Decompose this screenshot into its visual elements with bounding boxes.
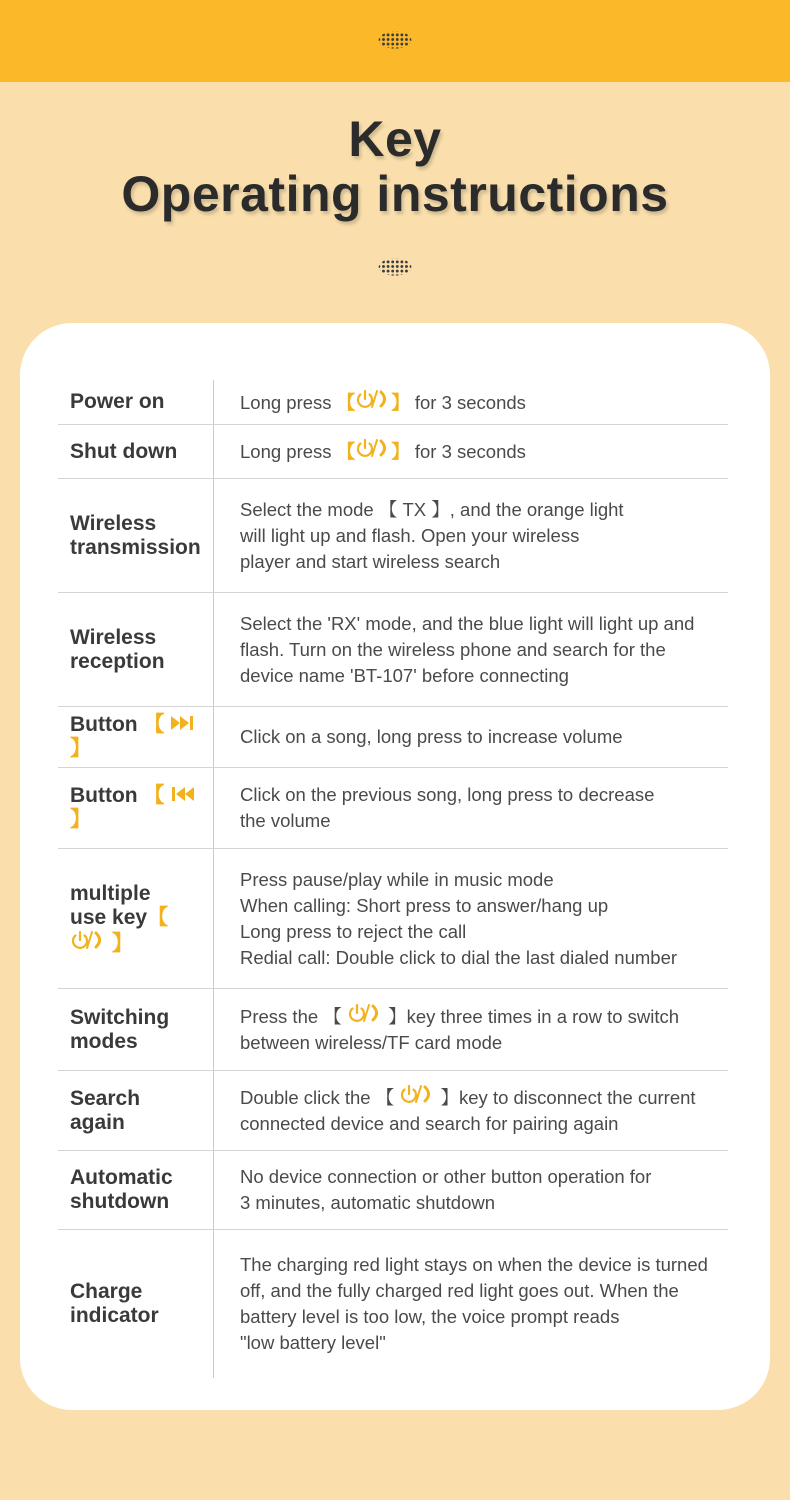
label-text: Search bbox=[70, 1086, 141, 1110]
row-description bbox=[214, 497, 728, 575]
text-segment: player and start wireless search bbox=[240, 550, 501, 572]
text-segment: for 3 seconds bbox=[409, 441, 526, 462]
row-description bbox=[214, 724, 728, 750]
label-text: reception bbox=[70, 649, 165, 673]
label-text: again bbox=[70, 1110, 125, 1134]
row-label bbox=[58, 707, 214, 767]
label-line bbox=[70, 1087, 140, 1111]
label-text: Charge bbox=[70, 1280, 143, 1303]
text-segment: will light up and flash. Open your wireless bbox=[240, 524, 580, 546]
text-segment: 3 minutes, automatic shutdown bbox=[240, 1192, 496, 1213]
row-description bbox=[214, 1003, 728, 1056]
row-label bbox=[58, 1151, 214, 1229]
description-line bbox=[240, 497, 728, 523]
label-text: 】 bbox=[106, 931, 133, 955]
row-description bbox=[214, 1084, 728, 1137]
instructions-card bbox=[20, 323, 770, 1410]
text-segment: battery level is too low, the voice prompt reads bbox=[240, 1306, 620, 1327]
text-segment: Double click the 【 bbox=[240, 1087, 400, 1108]
row-label bbox=[58, 849, 214, 988]
text-segment: When calling: Short press to answer/hang up bbox=[240, 894, 609, 916]
description-line bbox=[240, 1003, 728, 1030]
power-call-icon bbox=[355, 389, 391, 409]
description-line bbox=[240, 1330, 728, 1356]
bracket: 【 bbox=[336, 441, 356, 462]
text-segment: Select the mode 【 TX 】, and the orange light bbox=[240, 498, 624, 520]
text-segment: Press pause/play while in music mode bbox=[240, 868, 554, 890]
label-line bbox=[70, 1190, 173, 1214]
text-segment: Long press bbox=[240, 441, 337, 462]
description-line bbox=[240, 1164, 728, 1190]
text-segment: The charging red light stays on when the device is turned bbox=[240, 1254, 708, 1275]
label-text: indicator bbox=[70, 1304, 159, 1327]
description-line bbox=[240, 1190, 728, 1216]
row-description bbox=[214, 1164, 728, 1216]
description-line bbox=[240, 782, 728, 808]
text-segment: 】key to disconnect the current bbox=[435, 1087, 696, 1108]
text-segment: the volume bbox=[240, 810, 331, 831]
row-label bbox=[58, 593, 214, 706]
label-text: Button 【 bbox=[70, 713, 171, 736]
label-line bbox=[70, 650, 165, 674]
description-line bbox=[240, 523, 728, 549]
power-call-icon bbox=[399, 1084, 435, 1104]
label-text: 【 bbox=[147, 905, 169, 929]
power-call-icon bbox=[70, 930, 106, 950]
bracket: 【 bbox=[336, 391, 356, 413]
description-line bbox=[240, 1030, 728, 1056]
description-line bbox=[240, 549, 728, 575]
description-line bbox=[240, 611, 728, 637]
label-line bbox=[70, 512, 201, 536]
dot-pattern-icon bbox=[372, 255, 418, 279]
row-shut-down bbox=[58, 425, 728, 479]
text-segment: Press the 【 bbox=[240, 1006, 347, 1027]
description-line bbox=[240, 438, 728, 465]
row-description bbox=[214, 389, 728, 416]
row-power-on bbox=[58, 380, 728, 425]
dot-pattern-icon bbox=[372, 28, 418, 52]
page-title-line2: Operating instructions bbox=[121, 166, 669, 222]
row-multiple-use-key bbox=[58, 849, 728, 989]
row-label bbox=[58, 989, 214, 1070]
power-call-icon bbox=[355, 438, 391, 458]
label-line bbox=[70, 440, 177, 464]
label-line bbox=[70, 1006, 169, 1030]
label-line bbox=[70, 1111, 140, 1135]
row-label bbox=[58, 380, 214, 424]
bracket: 】 bbox=[391, 441, 410, 462]
text-segment: device name 'BT-107' before connecting bbox=[240, 664, 569, 686]
label-text: Power on bbox=[70, 390, 165, 413]
label-text: 】 bbox=[70, 737, 91, 760]
label-text: Button 【 bbox=[70, 784, 171, 807]
row-charge-indicator bbox=[58, 1230, 728, 1378]
row-description bbox=[214, 438, 728, 465]
label-line bbox=[70, 906, 209, 956]
row-description bbox=[214, 867, 728, 971]
text-segment: 】key three times in a row to switch bbox=[382, 1006, 680, 1027]
row-description bbox=[214, 611, 728, 689]
description-line bbox=[240, 637, 728, 663]
label-line bbox=[70, 1280, 159, 1304]
text-segment: "low battery level" bbox=[240, 1332, 386, 1353]
label-text: Automatic bbox=[70, 1166, 173, 1189]
description-line bbox=[240, 1278, 728, 1304]
label-line bbox=[70, 713, 209, 761]
text-segment: Redial call: Double click to dial the last dialed number bbox=[240, 946, 678, 968]
description-line bbox=[240, 867, 728, 893]
label-line bbox=[70, 784, 209, 832]
row-label bbox=[58, 768, 214, 848]
description-line bbox=[240, 808, 728, 834]
description-line bbox=[240, 1111, 728, 1137]
label-text: Wireless bbox=[70, 511, 157, 535]
row-label bbox=[58, 1230, 214, 1378]
text-segment: connected device and search for pairing again bbox=[240, 1113, 619, 1134]
text-segment: for 3 seconds bbox=[409, 391, 526, 413]
label-text: Wireless bbox=[70, 625, 157, 649]
description-line bbox=[240, 389, 728, 416]
row-button-prev bbox=[58, 768, 728, 849]
row-description bbox=[214, 782, 728, 834]
label-line bbox=[70, 536, 201, 560]
text-segment: Click on a song, long press to increase volume bbox=[240, 726, 623, 747]
text-segment: Long press bbox=[240, 391, 337, 413]
row-wireless-transmission bbox=[58, 479, 728, 593]
description-line bbox=[240, 663, 728, 689]
description-line bbox=[240, 1304, 728, 1330]
prev-icon bbox=[170, 786, 196, 802]
page-title-line1: Key bbox=[348, 111, 442, 167]
row-switching-modes bbox=[58, 989, 728, 1071]
label-line bbox=[70, 1304, 159, 1328]
text-segment: No device connection or other button operation for bbox=[240, 1166, 652, 1187]
label-text: Switching bbox=[70, 1005, 170, 1029]
power-call-icon bbox=[347, 1003, 383, 1023]
label-text: modes bbox=[70, 1029, 138, 1053]
label-line bbox=[70, 1030, 169, 1054]
row-label bbox=[58, 425, 214, 478]
row-label bbox=[58, 1071, 214, 1150]
description-line bbox=[240, 724, 728, 750]
next-icon bbox=[170, 715, 196, 731]
text-segment: flash. Turn on the wireless phone and search for the bbox=[240, 638, 666, 660]
label-line bbox=[70, 390, 165, 414]
bracket: 】 bbox=[391, 391, 410, 413]
description-line bbox=[240, 945, 728, 971]
label-text: multiple bbox=[70, 881, 151, 905]
label-line bbox=[70, 626, 165, 650]
instructions-table bbox=[58, 380, 728, 1378]
label-text: shutdown bbox=[70, 1190, 170, 1213]
description-line bbox=[240, 1252, 728, 1278]
row-wireless-reception bbox=[58, 593, 728, 707]
label-line bbox=[70, 882, 209, 906]
label-text: 】 bbox=[70, 808, 91, 831]
row-automatic-shutdown bbox=[58, 1151, 728, 1230]
row-button-next bbox=[58, 707, 728, 768]
description-line bbox=[240, 1084, 728, 1111]
text-segment: off, and the fully charged red light goes out. When the bbox=[240, 1280, 679, 1301]
label-text: Shut down bbox=[70, 439, 178, 463]
row-description bbox=[214, 1252, 728, 1356]
row-search-again bbox=[58, 1071, 728, 1151]
description-line bbox=[240, 893, 728, 919]
text-segment: Click on the previous song, long press to decrease bbox=[240, 784, 655, 805]
label-text: transmission bbox=[70, 535, 201, 559]
description-line bbox=[240, 919, 728, 945]
label-text: use key bbox=[70, 905, 148, 929]
row-label bbox=[58, 479, 214, 592]
text-segment: Long press to reject the call bbox=[240, 920, 467, 942]
label-line bbox=[70, 1166, 173, 1190]
text-segment: Select the 'RX' mode, and the blue light will light up and bbox=[240, 612, 695, 634]
text-segment: between wireless/TF card mode bbox=[240, 1032, 503, 1053]
